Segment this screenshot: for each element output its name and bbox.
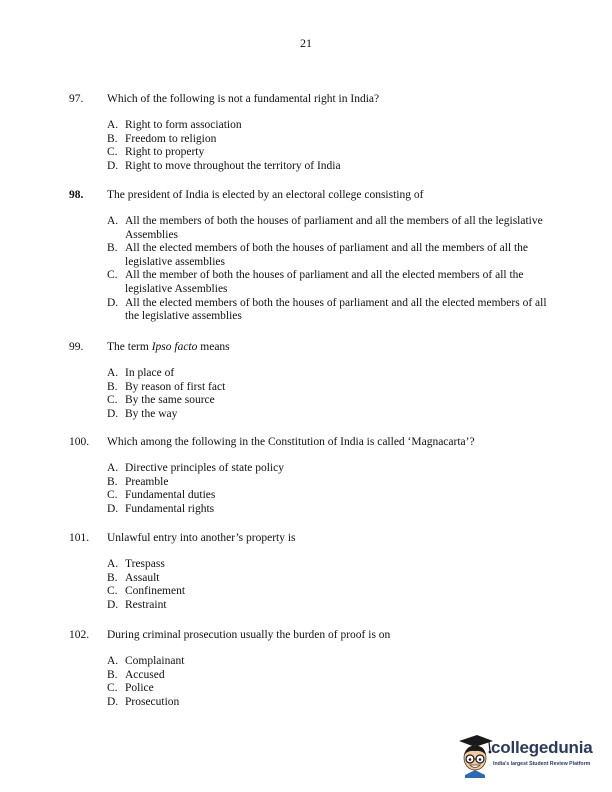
option-letter: D. — [107, 407, 119, 420]
question-text-prefix: The term — [107, 341, 152, 353]
question-number: 99. — [69, 341, 84, 353]
option-b — [107, 476, 549, 490]
option-a — [107, 215, 549, 242]
question-text: Which of the following is not a fundamental right in India? — [107, 93, 380, 105]
option-letter: B. — [107, 380, 118, 393]
option-text: Preamble — [125, 475, 169, 488]
option-d — [107, 503, 549, 517]
option-letter: B. — [107, 668, 118, 681]
question-101 — [69, 531, 549, 612]
option-d — [107, 696, 549, 710]
option-text: Right to form association — [125, 119, 242, 131]
options-list — [107, 655, 549, 709]
option-text: Trespass — [125, 558, 165, 570]
option-d — [107, 160, 549, 174]
option-a — [107, 119, 549, 133]
option-text: By the same source — [125, 394, 215, 407]
option-a — [107, 367, 549, 381]
question-text: During criminal prosecution usually the burden of proof is on — [107, 629, 391, 641]
option-a — [107, 462, 549, 476]
option-letter: A. — [107, 119, 119, 131]
option-letter: D. — [107, 598, 119, 611]
option-b — [107, 572, 549, 586]
question-number: 101. — [69, 532, 90, 544]
option-text: In place of — [125, 367, 175, 379]
option-c — [107, 682, 549, 696]
option-d — [107, 408, 549, 422]
option-letter: C. — [107, 394, 118, 407]
option-letter: C. — [107, 585, 118, 598]
question-number: 97. — [69, 93, 84, 105]
option-letter: B. — [107, 571, 118, 584]
option-b — [107, 133, 549, 147]
brand-tagline: India's largest Student Review Platform — [493, 761, 591, 767]
graduate-mascot-icon — [455, 733, 495, 778]
option-letter: D. — [107, 296, 119, 309]
option-letter: D. — [107, 502, 119, 515]
question-97 — [69, 92, 549, 173]
question-102 — [69, 628, 549, 709]
option-c — [107, 489, 549, 503]
option-letter: C. — [107, 146, 118, 159]
option-letter: A. — [107, 215, 119, 227]
options-list — [107, 558, 549, 612]
question-text: Unlawful entry into another’s property is — [107, 532, 296, 544]
question-number: 98. — [69, 189, 84, 201]
options-list — [107, 119, 549, 173]
question-text-italic: Ipso facto — [151, 341, 198, 353]
brand-name: collegedunia — [491, 738, 593, 757]
option-text: All the elected members of both the houses of parliament and all the elected members of all the legislative assemblies — [125, 296, 547, 323]
option-text: Prosecution — [125, 695, 180, 708]
option-letter: C. — [107, 489, 118, 502]
option-c — [107, 585, 549, 599]
option-letter: D. — [107, 695, 119, 708]
option-letter: C. — [107, 269, 118, 282]
question-number: 102. — [69, 629, 90, 641]
question-100 — [69, 435, 549, 516]
option-b — [107, 669, 549, 683]
option-a — [107, 558, 549, 572]
options-list — [107, 367, 549, 421]
option-letter: A. — [107, 462, 119, 474]
option-letter: B. — [107, 475, 118, 488]
option-text: Restraint — [125, 598, 167, 611]
option-text: Directive principles of state policy — [125, 462, 285, 474]
option-letter: C. — [107, 682, 118, 695]
option-text: Fundamental duties — [125, 489, 216, 502]
option-b — [107, 242, 549, 269]
option-text: Freedom to religion — [125, 132, 217, 145]
option-text: Assault — [125, 571, 160, 584]
option-d — [107, 297, 549, 324]
question-99 — [69, 340, 549, 421]
option-text: All the elected members of both the houses of parliament and all the members of all the legislative assemblies — [125, 242, 529, 268]
question-text-suffix: means — [197, 341, 230, 353]
option-text: Confinement — [125, 585, 186, 598]
option-c — [107, 394, 549, 408]
option-text: All the members of both the houses of parliament and all the members of all the legislative Assemblies — [125, 215, 543, 241]
option-text: By the way — [125, 407, 178, 420]
option-text: Accused — [125, 668, 165, 681]
options-list — [107, 462, 549, 516]
option-letter: A. — [107, 367, 119, 379]
option-c — [107, 146, 549, 160]
option-text: Police — [125, 682, 154, 695]
question-number: 100. — [69, 436, 90, 448]
option-c — [107, 269, 549, 296]
option-text: All the member of both the houses of parliament and all the elected members of all the legislative Assemblies — [125, 269, 524, 295]
question-98 — [69, 188, 549, 324]
option-text: Right to property — [125, 146, 205, 159]
option-letter: B. — [107, 132, 118, 145]
option-text: Complainant — [125, 655, 185, 667]
option-text: Right to move throughout the territory of India — [125, 159, 341, 172]
page-number: 21 — [300, 36, 312, 50]
option-letter: A. — [107, 558, 119, 570]
collegedunia-logo — [455, 733, 605, 778]
option-a — [107, 655, 549, 669]
option-d — [107, 599, 549, 613]
question-text — [107, 340, 549, 354]
options-list — [107, 215, 549, 324]
question-text: The president of India is elected by an electoral college consisting of — [107, 189, 424, 201]
option-letter: A. — [107, 655, 119, 667]
option-letter: D. — [107, 159, 119, 172]
option-letter: B. — [107, 242, 118, 255]
option-text: By reason of first fact — [125, 380, 226, 393]
question-text: Which among the following in the Constitution of India is called ‘Magnacarta’? — [107, 436, 475, 448]
option-text: Fundamental rights — [125, 502, 215, 515]
option-b — [107, 381, 549, 395]
